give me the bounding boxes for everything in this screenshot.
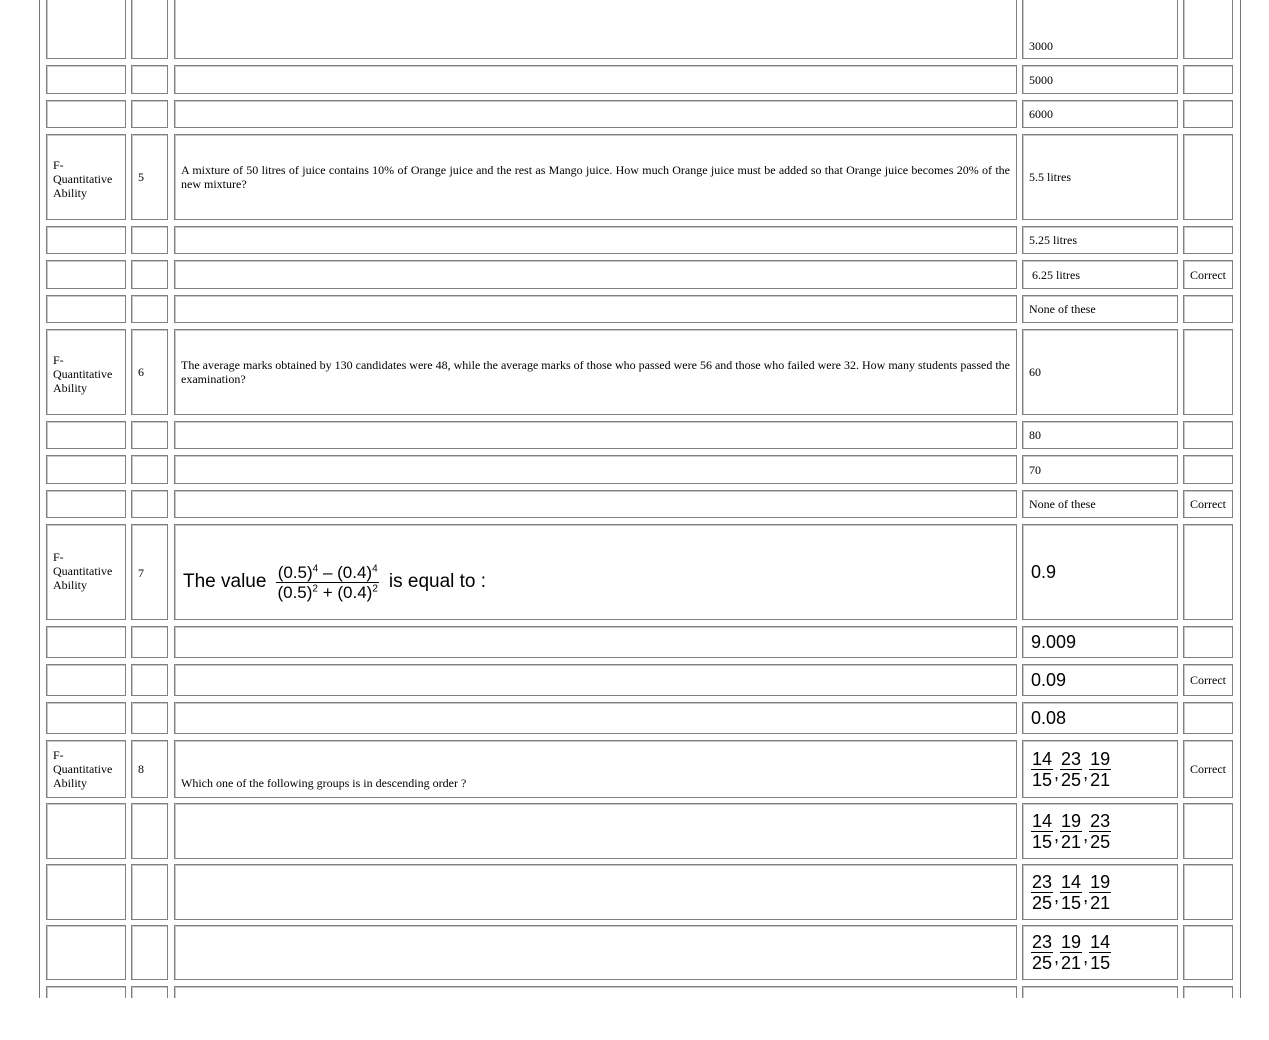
section-line: Quantitative bbox=[53, 367, 113, 381]
number-cell bbox=[131, 455, 168, 484]
status-text: Correct bbox=[1190, 762, 1226, 776]
number-cell bbox=[131, 803, 168, 859]
answer-table bbox=[39, 0, 1241, 998]
equation-prefix: The value bbox=[183, 571, 267, 592]
question-text: A mixture of 50 litres of juice contains 10% of Orange juice and the rest as Mango juice. How much Orange juice must be added so that Orange juice becomes 20% of the new mixture? bbox=[181, 163, 1010, 191]
status-cell bbox=[1183, 295, 1233, 323]
section-line: Quantitative bbox=[53, 172, 113, 186]
question-cell bbox=[174, 740, 1017, 798]
section-cell bbox=[46, 295, 126, 323]
option-cell bbox=[1022, 864, 1178, 920]
status-cell bbox=[1183, 329, 1233, 415]
option-cell bbox=[1022, 226, 1178, 254]
option-text: 70 bbox=[1029, 462, 1041, 477]
number-cell bbox=[131, 295, 168, 323]
option-cell bbox=[1022, 329, 1178, 415]
option-cell bbox=[1022, 260, 1178, 289]
status-text: Correct bbox=[1190, 267, 1226, 282]
section-line: Ability bbox=[53, 186, 88, 200]
option-cell bbox=[1022, 65, 1178, 94]
question-cell bbox=[174, 421, 1017, 449]
status-cell bbox=[1183, 803, 1233, 859]
question-cell bbox=[174, 100, 1017, 128]
option-cell bbox=[1022, 455, 1178, 484]
option-cell bbox=[1022, 421, 1178, 449]
option-text: 9.009 bbox=[1031, 632, 1077, 652]
option-text: 0.09 bbox=[1031, 670, 1067, 690]
question-cell bbox=[174, 260, 1017, 289]
number-cell bbox=[131, 226, 168, 254]
status-cell bbox=[1183, 421, 1233, 449]
status-cell bbox=[1183, 226, 1233, 254]
option-text: 5000 bbox=[1029, 72, 1053, 87]
option-cell bbox=[1022, 664, 1178, 696]
number-cell bbox=[131, 986, 168, 998]
status-cell bbox=[1183, 664, 1233, 696]
question-number: 5 bbox=[138, 170, 144, 184]
question-cell bbox=[174, 803, 1017, 859]
status-cell bbox=[1183, 65, 1233, 94]
section-line: Quantitative bbox=[53, 564, 113, 578]
section-line: F- bbox=[53, 550, 64, 564]
status-cell bbox=[1183, 702, 1233, 734]
question-equation bbox=[181, 544, 486, 601]
question-cell bbox=[174, 0, 1017, 59]
status-cell bbox=[1183, 490, 1233, 518]
section-cell bbox=[46, 421, 126, 449]
number-cell bbox=[131, 329, 168, 415]
question-number: 6 bbox=[138, 365, 144, 379]
section-line: Ability bbox=[53, 381, 88, 395]
option-text: None of these bbox=[1029, 302, 1096, 316]
status-cell bbox=[1183, 986, 1233, 998]
number-cell bbox=[131, 740, 168, 798]
question-cell bbox=[174, 490, 1017, 518]
question-cell bbox=[174, 925, 1017, 980]
option-text: 0.9 bbox=[1031, 562, 1057, 582]
question-text: The average marks obtained by 130 candidates were 48, while the average marks of those who passed were 56 and those who failed were 32. How many students passed the examination? bbox=[181, 358, 1010, 386]
option-text: 5.5 litres bbox=[1029, 170, 1071, 184]
status-text: Correct bbox=[1190, 673, 1226, 687]
status-cell bbox=[1183, 260, 1233, 289]
option-text: 3000 bbox=[1029, 39, 1053, 53]
section-cell bbox=[46, 664, 126, 696]
section-label bbox=[53, 748, 112, 790]
section-cell bbox=[46, 260, 126, 289]
number-cell bbox=[131, 0, 168, 59]
status-cell bbox=[1183, 925, 1233, 980]
number-cell bbox=[131, 421, 168, 449]
question-cell bbox=[174, 664, 1017, 696]
status-cell bbox=[1183, 455, 1233, 484]
section-cell bbox=[46, 0, 126, 59]
section-line: F- bbox=[53, 353, 64, 367]
option-cell bbox=[1022, 986, 1178, 998]
fraction-group: $\frac{23}{25}$ , $\frac{14}{15}$ , $\frac{19}{21}$ bbox=[1032, 871, 1111, 913]
section-cell bbox=[46, 925, 126, 980]
section-label bbox=[53, 158, 112, 200]
section-cell bbox=[46, 226, 126, 254]
option-text: None of these bbox=[1029, 497, 1096, 511]
status-cell bbox=[1183, 0, 1233, 59]
question-cell bbox=[174, 986, 1017, 998]
number-cell bbox=[131, 100, 168, 128]
section-line: F- bbox=[53, 158, 64, 172]
option-cell bbox=[1022, 803, 1178, 859]
section-cell bbox=[46, 702, 126, 734]
option-cell bbox=[1022, 100, 1178, 128]
status-cell bbox=[1183, 134, 1233, 220]
question-cell bbox=[174, 864, 1017, 920]
status-cell bbox=[1183, 524, 1233, 620]
option-cell bbox=[1022, 134, 1178, 220]
section-cell bbox=[46, 455, 126, 484]
option-cell bbox=[1022, 0, 1178, 59]
section-line: Quantitative bbox=[53, 762, 113, 776]
question-number: 8 bbox=[138, 762, 144, 776]
option-cell bbox=[1022, 524, 1178, 620]
option-text: 80 bbox=[1029, 428, 1041, 442]
section-cell bbox=[46, 803, 126, 859]
number-cell bbox=[131, 65, 168, 94]
number-cell bbox=[131, 664, 168, 696]
section-cell bbox=[46, 986, 126, 998]
question-cell bbox=[174, 295, 1017, 323]
question-cell bbox=[174, 65, 1017, 94]
question-number: 7 bbox=[138, 566, 144, 580]
option-text: 0.08 bbox=[1031, 708, 1067, 728]
section-cell bbox=[46, 626, 126, 658]
status-cell bbox=[1183, 864, 1233, 920]
status-text: Correct bbox=[1190, 497, 1226, 511]
section-line: Ability bbox=[53, 776, 88, 790]
equation-fraction bbox=[276, 564, 378, 601]
section-cell bbox=[46, 65, 126, 94]
option-text: 5.25 litres bbox=[1029, 233, 1077, 247]
question-cell bbox=[174, 226, 1017, 254]
section-cell bbox=[46, 490, 126, 518]
question-cell bbox=[174, 455, 1017, 484]
fraction-group: $\frac{23}{25}$ , $\frac{19}{21}$ , $\frac{14}{15}$ bbox=[1032, 932, 1111, 973]
question-cell bbox=[174, 702, 1017, 734]
section-label bbox=[53, 550, 112, 592]
number-cell bbox=[131, 134, 168, 220]
status-cell bbox=[1183, 100, 1233, 128]
number-cell bbox=[131, 490, 168, 518]
question-text: Which one of the following groups is in descending order ? bbox=[181, 776, 467, 790]
question-cell bbox=[174, 134, 1017, 220]
question-cell bbox=[174, 524, 1017, 620]
question-cell bbox=[174, 626, 1017, 658]
number-cell bbox=[131, 925, 168, 980]
section-cell bbox=[46, 524, 126, 620]
option-cell bbox=[1022, 740, 1178, 798]
option-text: 6.25 litres bbox=[1029, 267, 1080, 282]
option-cell bbox=[1022, 925, 1178, 980]
section-cell bbox=[46, 740, 126, 798]
number-cell bbox=[131, 260, 168, 289]
section-cell bbox=[46, 864, 126, 920]
number-cell bbox=[131, 864, 168, 920]
section-label bbox=[53, 353, 112, 395]
fraction-group: $\frac{14}{15}$ , $\frac{23}{25}$ , $\frac{19}{21}$ bbox=[1032, 748, 1111, 790]
section-cell bbox=[46, 329, 126, 415]
status-cell bbox=[1183, 626, 1233, 658]
section-line: F- bbox=[53, 748, 64, 762]
section-cell bbox=[46, 134, 126, 220]
option-cell bbox=[1022, 626, 1178, 658]
option-text: 60 bbox=[1029, 365, 1041, 379]
number-cell bbox=[131, 626, 168, 658]
option-cell bbox=[1022, 702, 1178, 734]
section-cell bbox=[46, 100, 126, 128]
option-cell bbox=[1022, 490, 1178, 518]
equation-suffix: is equal to : bbox=[388, 571, 487, 592]
fraction-group: $\frac{14}{15}$ , $\frac{19}{21}$ , $\frac{23}{25}$ bbox=[1032, 810, 1111, 852]
question-cell bbox=[174, 329, 1017, 415]
equation-denominator: $(0.5)^2 + (0.4)^2$ bbox=[277, 582, 378, 602]
equation-numerator: $(0.5)^4 - (0.4)^4$ bbox=[277, 562, 378, 582]
number-cell bbox=[131, 702, 168, 734]
number-cell bbox=[131, 524, 168, 620]
status-cell bbox=[1183, 740, 1233, 798]
option-text: 6000 bbox=[1029, 107, 1053, 121]
section-line: Ability bbox=[53, 578, 88, 592]
option-cell bbox=[1022, 295, 1178, 323]
